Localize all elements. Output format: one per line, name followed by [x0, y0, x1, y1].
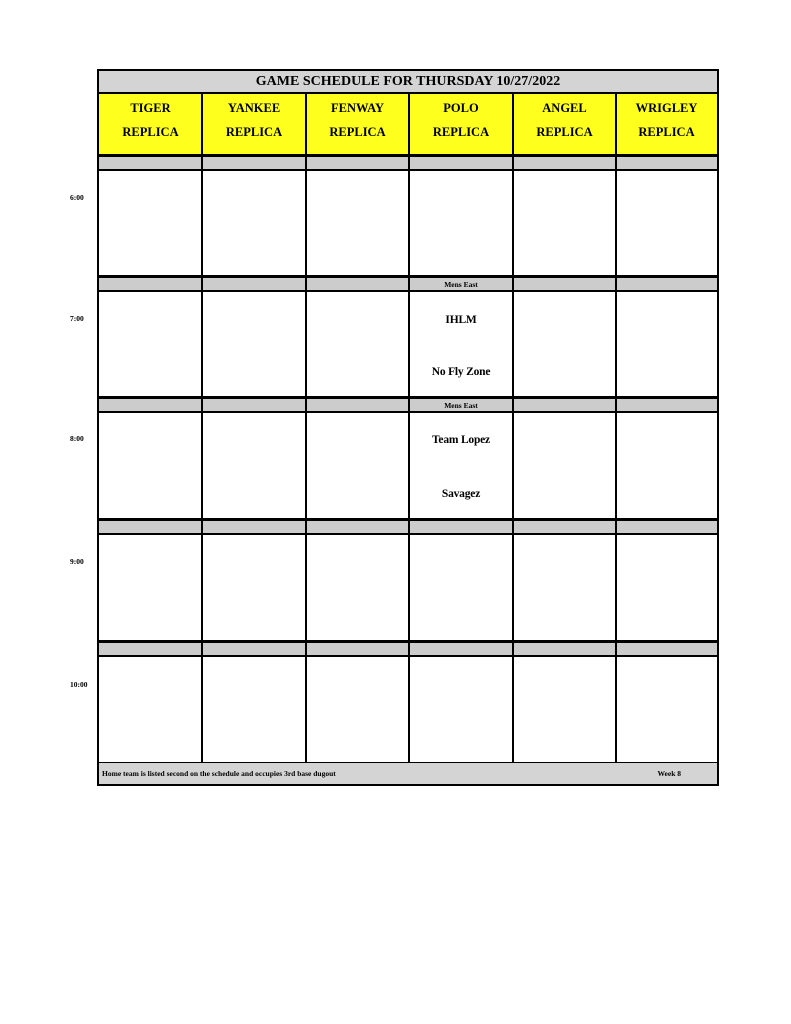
field-header-polo [409, 94, 513, 154]
column-divider [408, 94, 410, 764]
field-subname: REPLICA [122, 125, 179, 139]
field-name: FENWAY [330, 101, 385, 115]
field-name: ANGEL [542, 101, 587, 115]
column-divider [305, 94, 307, 764]
away-team: Team Lopez [432, 434, 490, 446]
field-header-angel [513, 94, 616, 154]
footer-note: Home team is listed second on the schedule and occupies 3rd base dugout [102, 769, 336, 778]
field-name: YANKEE [227, 101, 281, 115]
time-label-9: 9:00 [70, 557, 84, 566]
home-team: No Fly Zone [431, 366, 491, 378]
field-name: TIGER [130, 101, 171, 115]
field-name: POLO [443, 101, 479, 115]
time-label-6: 6:00 [70, 193, 84, 202]
week-label: Week 8 [657, 769, 681, 778]
column-divider [512, 94, 514, 764]
game-division-label: Mens East [444, 280, 478, 289]
schedule-title: GAME SCHEDULE FOR THURSDAY 10/27/2022 [99, 71, 717, 94]
field-header-wrigley [616, 94, 717, 154]
field-subname: REPLICA [329, 125, 386, 139]
field-subname: REPLICA [536, 125, 593, 139]
schedule-table [97, 69, 719, 786]
column-divider [201, 94, 203, 764]
game-division-label: Mens East [444, 401, 478, 410]
field-header-fenway [306, 94, 409, 154]
column-divider [615, 94, 617, 764]
field-name: WRIGLEY [635, 101, 698, 115]
field-subname: REPLICA [432, 125, 490, 139]
away-team: IHLM [445, 314, 477, 326]
time-label-8: 8:00 [70, 434, 84, 443]
time-label-10: 10:00 [70, 680, 88, 689]
field-subname: REPLICA [638, 125, 695, 139]
field-subname: REPLICA [225, 125, 283, 139]
schedule-footer [99, 762, 717, 784]
field-header-yankee [202, 94, 306, 154]
field-header-tiger [99, 94, 202, 154]
time-label-7: 7:00 [70, 314, 84, 323]
home-team: Savagez [441, 488, 481, 500]
